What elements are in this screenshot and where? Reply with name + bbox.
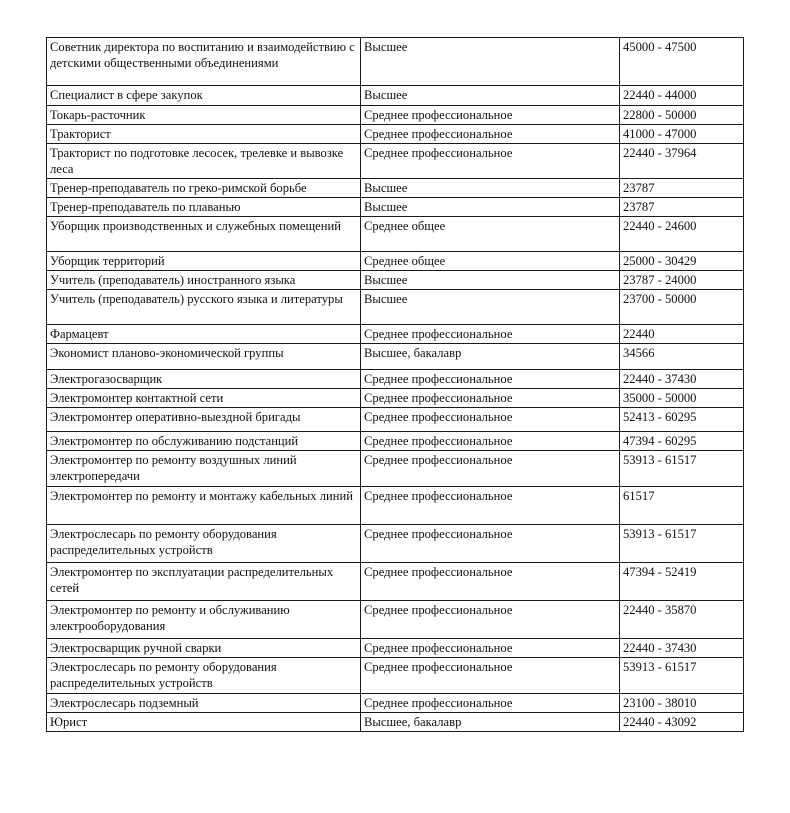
salary-cell: 47394 - 60295	[620, 432, 744, 451]
salary-cell: 35000 - 50000	[620, 389, 744, 408]
position-cell: Тренер-преподаватель по плаванью	[47, 198, 361, 217]
salary-cell: 22440 - 43092	[620, 713, 744, 732]
table-row	[47, 432, 744, 451]
education-cell: Среднее профессиональное	[361, 563, 620, 601]
salary-cell: 23787	[620, 179, 744, 198]
vacancy-table	[46, 37, 744, 732]
education-cell: Среднее профессиональное	[361, 125, 620, 144]
position-cell: Электромонтер контактной сети	[47, 389, 361, 408]
education-cell: Среднее профессиональное	[361, 144, 620, 179]
position-cell: Юрист	[47, 713, 361, 732]
position-cell: Тракторист по подготовке лесосек, трелевке и вывозке леса	[47, 144, 361, 179]
position-cell: Тренер-преподаватель по греко-римской борьбе	[47, 179, 361, 198]
salary-cell: 45000 - 47500	[620, 38, 744, 86]
education-cell: Высшее	[361, 179, 620, 198]
education-cell: Среднее профессиональное	[361, 370, 620, 389]
education-cell: Высшее, бакалавр	[361, 713, 620, 732]
education-cell: Среднее профессиональное	[361, 106, 620, 125]
salary-cell: 23100 - 38010	[620, 694, 744, 713]
salary-cell: 22440 - 37964	[620, 144, 744, 179]
table-row	[47, 252, 744, 271]
salary-cell: 34566	[620, 344, 744, 370]
table-row	[47, 694, 744, 713]
salary-cell: 52413 - 60295	[620, 408, 744, 432]
education-cell: Среднее профессиональное	[361, 525, 620, 563]
education-cell: Среднее профессиональное	[361, 694, 620, 713]
salary-cell: 23787 - 24000	[620, 271, 744, 290]
table-row	[47, 86, 744, 106]
table-row	[47, 38, 744, 86]
table-row	[47, 106, 744, 125]
position-cell: Токарь-расточник	[47, 106, 361, 125]
position-cell: Электрослесарь по ремонту оборудования распределительных устройств	[47, 525, 361, 563]
position-cell: Электрослесарь подземный	[47, 694, 361, 713]
education-cell: Высшее	[361, 38, 620, 86]
table-row	[47, 370, 744, 389]
table-row	[47, 325, 744, 344]
education-cell: Среднее профессиональное	[361, 658, 620, 694]
position-cell: Учитель (преподаватель) иностранного языка	[47, 271, 361, 290]
position-cell: Электромонтер по ремонту и обслуживанию электрооборудования	[47, 601, 361, 639]
vacancy-table-body	[47, 38, 744, 732]
table-row	[47, 344, 744, 370]
table-row	[47, 179, 744, 198]
education-cell: Среднее профессиональное	[361, 408, 620, 432]
salary-cell: 22800 - 50000	[620, 106, 744, 125]
table-row	[47, 451, 744, 487]
education-cell: Среднее профессиональное	[361, 389, 620, 408]
table-row	[47, 601, 744, 639]
education-cell: Среднее профессиональное	[361, 325, 620, 344]
position-cell: Электромонтер оперативно-выездной бригады	[47, 408, 361, 432]
position-cell: Электромонтер по ремонту и монтажу кабельных линий	[47, 487, 361, 525]
education-cell: Среднее профессиональное	[361, 451, 620, 487]
education-cell: Среднее профессиональное	[361, 432, 620, 451]
education-cell: Среднее профессиональное	[361, 487, 620, 525]
salary-cell: 22440 - 35870	[620, 601, 744, 639]
position-cell: Электромонтер по обслуживанию подстанций	[47, 432, 361, 451]
table-row	[47, 290, 744, 325]
salary-cell: 41000 - 47000	[620, 125, 744, 144]
education-cell: Среднее профессиональное	[361, 601, 620, 639]
position-cell: Электросварщик ручной сварки	[47, 639, 361, 658]
salary-cell: 53913 - 61517	[620, 451, 744, 487]
position-cell: Фармацевт	[47, 325, 361, 344]
table-row	[47, 198, 744, 217]
position-cell: Экономист планово-экономической группы	[47, 344, 361, 370]
salary-cell: 23787	[620, 198, 744, 217]
education-cell: Среднее общее	[361, 217, 620, 252]
document-page	[46, 37, 744, 732]
salary-cell: 22440	[620, 325, 744, 344]
education-cell: Среднее общее	[361, 252, 620, 271]
education-cell: Высшее	[361, 86, 620, 106]
position-cell: Электрослесарь по ремонту оборудования распределительных устройств	[47, 658, 361, 694]
salary-cell: 22440 - 37430	[620, 370, 744, 389]
table-row	[47, 125, 744, 144]
salary-cell: 22440 - 24600	[620, 217, 744, 252]
salary-cell: 53913 - 61517	[620, 525, 744, 563]
position-cell: Учитель (преподаватель) русского языка и литературы	[47, 290, 361, 325]
education-cell: Высшее	[361, 271, 620, 290]
table-row	[47, 408, 744, 432]
position-cell: Советник директора по воспитанию и взаимодействию с детскими общественными объединениями	[47, 38, 361, 86]
salary-cell: 22440 - 44000	[620, 86, 744, 106]
position-cell: Специалист в сфере закупок	[47, 86, 361, 106]
position-cell: Электромонтер по ремонту воздушных линий электропередачи	[47, 451, 361, 487]
table-row	[47, 144, 744, 179]
table-row	[47, 563, 744, 601]
salary-cell: 23700 - 50000	[620, 290, 744, 325]
salary-cell: 25000 - 30429	[620, 252, 744, 271]
education-cell: Высшее	[361, 198, 620, 217]
education-cell: Высшее, бакалавр	[361, 344, 620, 370]
salary-cell: 61517	[620, 487, 744, 525]
position-cell: Электромонтер по эксплуатации распределительных сетей	[47, 563, 361, 601]
table-row	[47, 713, 744, 732]
table-row	[47, 217, 744, 252]
table-row	[47, 271, 744, 290]
table-row	[47, 525, 744, 563]
education-cell: Среднее профессиональное	[361, 639, 620, 658]
table-row	[47, 487, 744, 525]
table-row	[47, 639, 744, 658]
salary-cell: 47394 - 52419	[620, 563, 744, 601]
table-row	[47, 658, 744, 694]
position-cell: Уборщик территорий	[47, 252, 361, 271]
education-cell: Высшее	[361, 290, 620, 325]
table-row	[47, 389, 744, 408]
position-cell: Уборщик производственных и служебных помещений	[47, 217, 361, 252]
position-cell: Тракторист	[47, 125, 361, 144]
salary-cell: 53913 - 61517	[620, 658, 744, 694]
salary-cell: 22440 - 37430	[620, 639, 744, 658]
position-cell: Электрогазосварщик	[47, 370, 361, 389]
